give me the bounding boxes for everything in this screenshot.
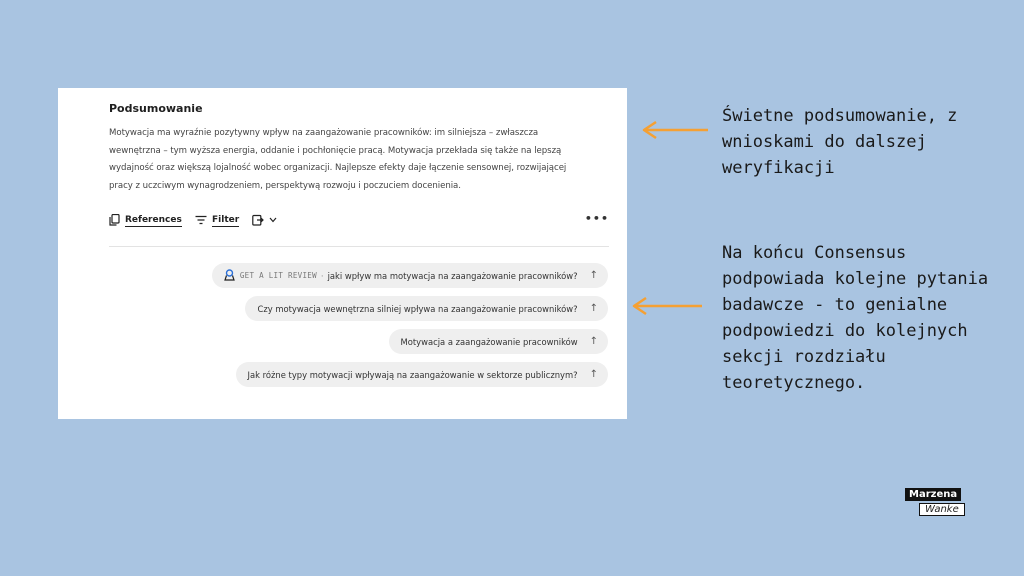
annotation-line: weryfikacji	[722, 158, 835, 178]
brand-logo	[905, 488, 963, 520]
annotation-suggestions	[722, 240, 1022, 396]
summary-line: Motywacja ma wyraźnie pozytywny wpływ na zaangażowanie pracowników: im silniejsza – zwłaszcza	[109, 128, 539, 138]
summary-line: wydajność oraz większą lojalność wobec organizacji. Najlepsze efekty daje łączenie sensownej, rozwijającej	[109, 163, 567, 173]
filter-button[interactable]	[195, 212, 239, 230]
annotation-line: podpowiada kolejne pytania	[722, 269, 989, 289]
suggestion-chip[interactable]	[245, 296, 608, 321]
more-options-button[interactable]: •••	[584, 212, 609, 225]
annotation-line: badawcze - to genialne	[722, 295, 948, 315]
arrow-to-summary	[640, 118, 710, 142]
separator: ·	[320, 270, 324, 281]
summary-line: pracy z uczciwym wynagrodzeniem, perspektywą rozwoju i poczuciem docenienia.	[109, 180, 461, 191]
summary-text	[109, 125, 609, 195]
annotation-line: Na końcu Consensus	[722, 243, 907, 263]
arrow-up-icon: ↑	[589, 303, 598, 314]
export-button[interactable]	[252, 212, 277, 230]
logo-line-2: Wanke	[919, 503, 965, 516]
arrow-up-icon: ↑	[589, 336, 598, 347]
filter-icon	[195, 215, 207, 228]
suggestion-text: Jak różne typy motywacji wpływają na zaangażowanie w sektorze publicznym?	[247, 369, 578, 380]
suggestion-text: Czy motywacja wewnętrzna silniej wpływa na zaangażowanie pracowników?	[257, 303, 578, 314]
consensus-screenshot	[58, 88, 627, 419]
arrow-up-icon: ↑	[589, 369, 598, 380]
annotation-line: wnioskami do dalszej	[722, 132, 927, 152]
suggestion-lit-review[interactable]	[212, 263, 608, 288]
summary-title: Podsumowanie	[109, 102, 203, 115]
annotation-line: sekcji rozdziału teoretycznego.	[722, 347, 886, 393]
lit-review-tag: GET A LIT REVIEW	[239, 271, 317, 280]
suggestion-chip[interactable]	[389, 329, 608, 354]
arrow-to-suggestions	[630, 294, 704, 318]
suggestion-text: Motywacja a zaangażowanie pracowników	[400, 336, 578, 347]
copy-icon	[109, 214, 120, 229]
references-label: References	[125, 215, 182, 225]
lit-review-icon	[224, 269, 235, 283]
toolbar	[109, 212, 609, 232]
arrow-up-icon: ↑	[589, 270, 598, 281]
divider	[109, 246, 609, 247]
annotation-summary	[722, 103, 1002, 181]
suggestion-text: jaki wpływ ma motywacja na zaangażowanie pracowników?	[327, 270, 578, 281]
filter-label: Filter	[212, 215, 240, 225]
chevron-down-icon	[269, 216, 277, 226]
annotation-line: Świetne podsumowanie, z	[722, 106, 958, 126]
annotation-line: podpowiedzi do kolejnych	[722, 321, 968, 341]
references-button[interactable]	[109, 212, 182, 230]
logo-line-1: Marzena	[905, 488, 961, 501]
suggestion-chip[interactable]	[236, 362, 608, 387]
export-icon	[252, 214, 264, 229]
summary-line: wewnętrzna – tym wyższa energia, oddanie i pochłonięcie pracą. Motywacja przekłada się także na lepszą	[109, 145, 562, 156]
